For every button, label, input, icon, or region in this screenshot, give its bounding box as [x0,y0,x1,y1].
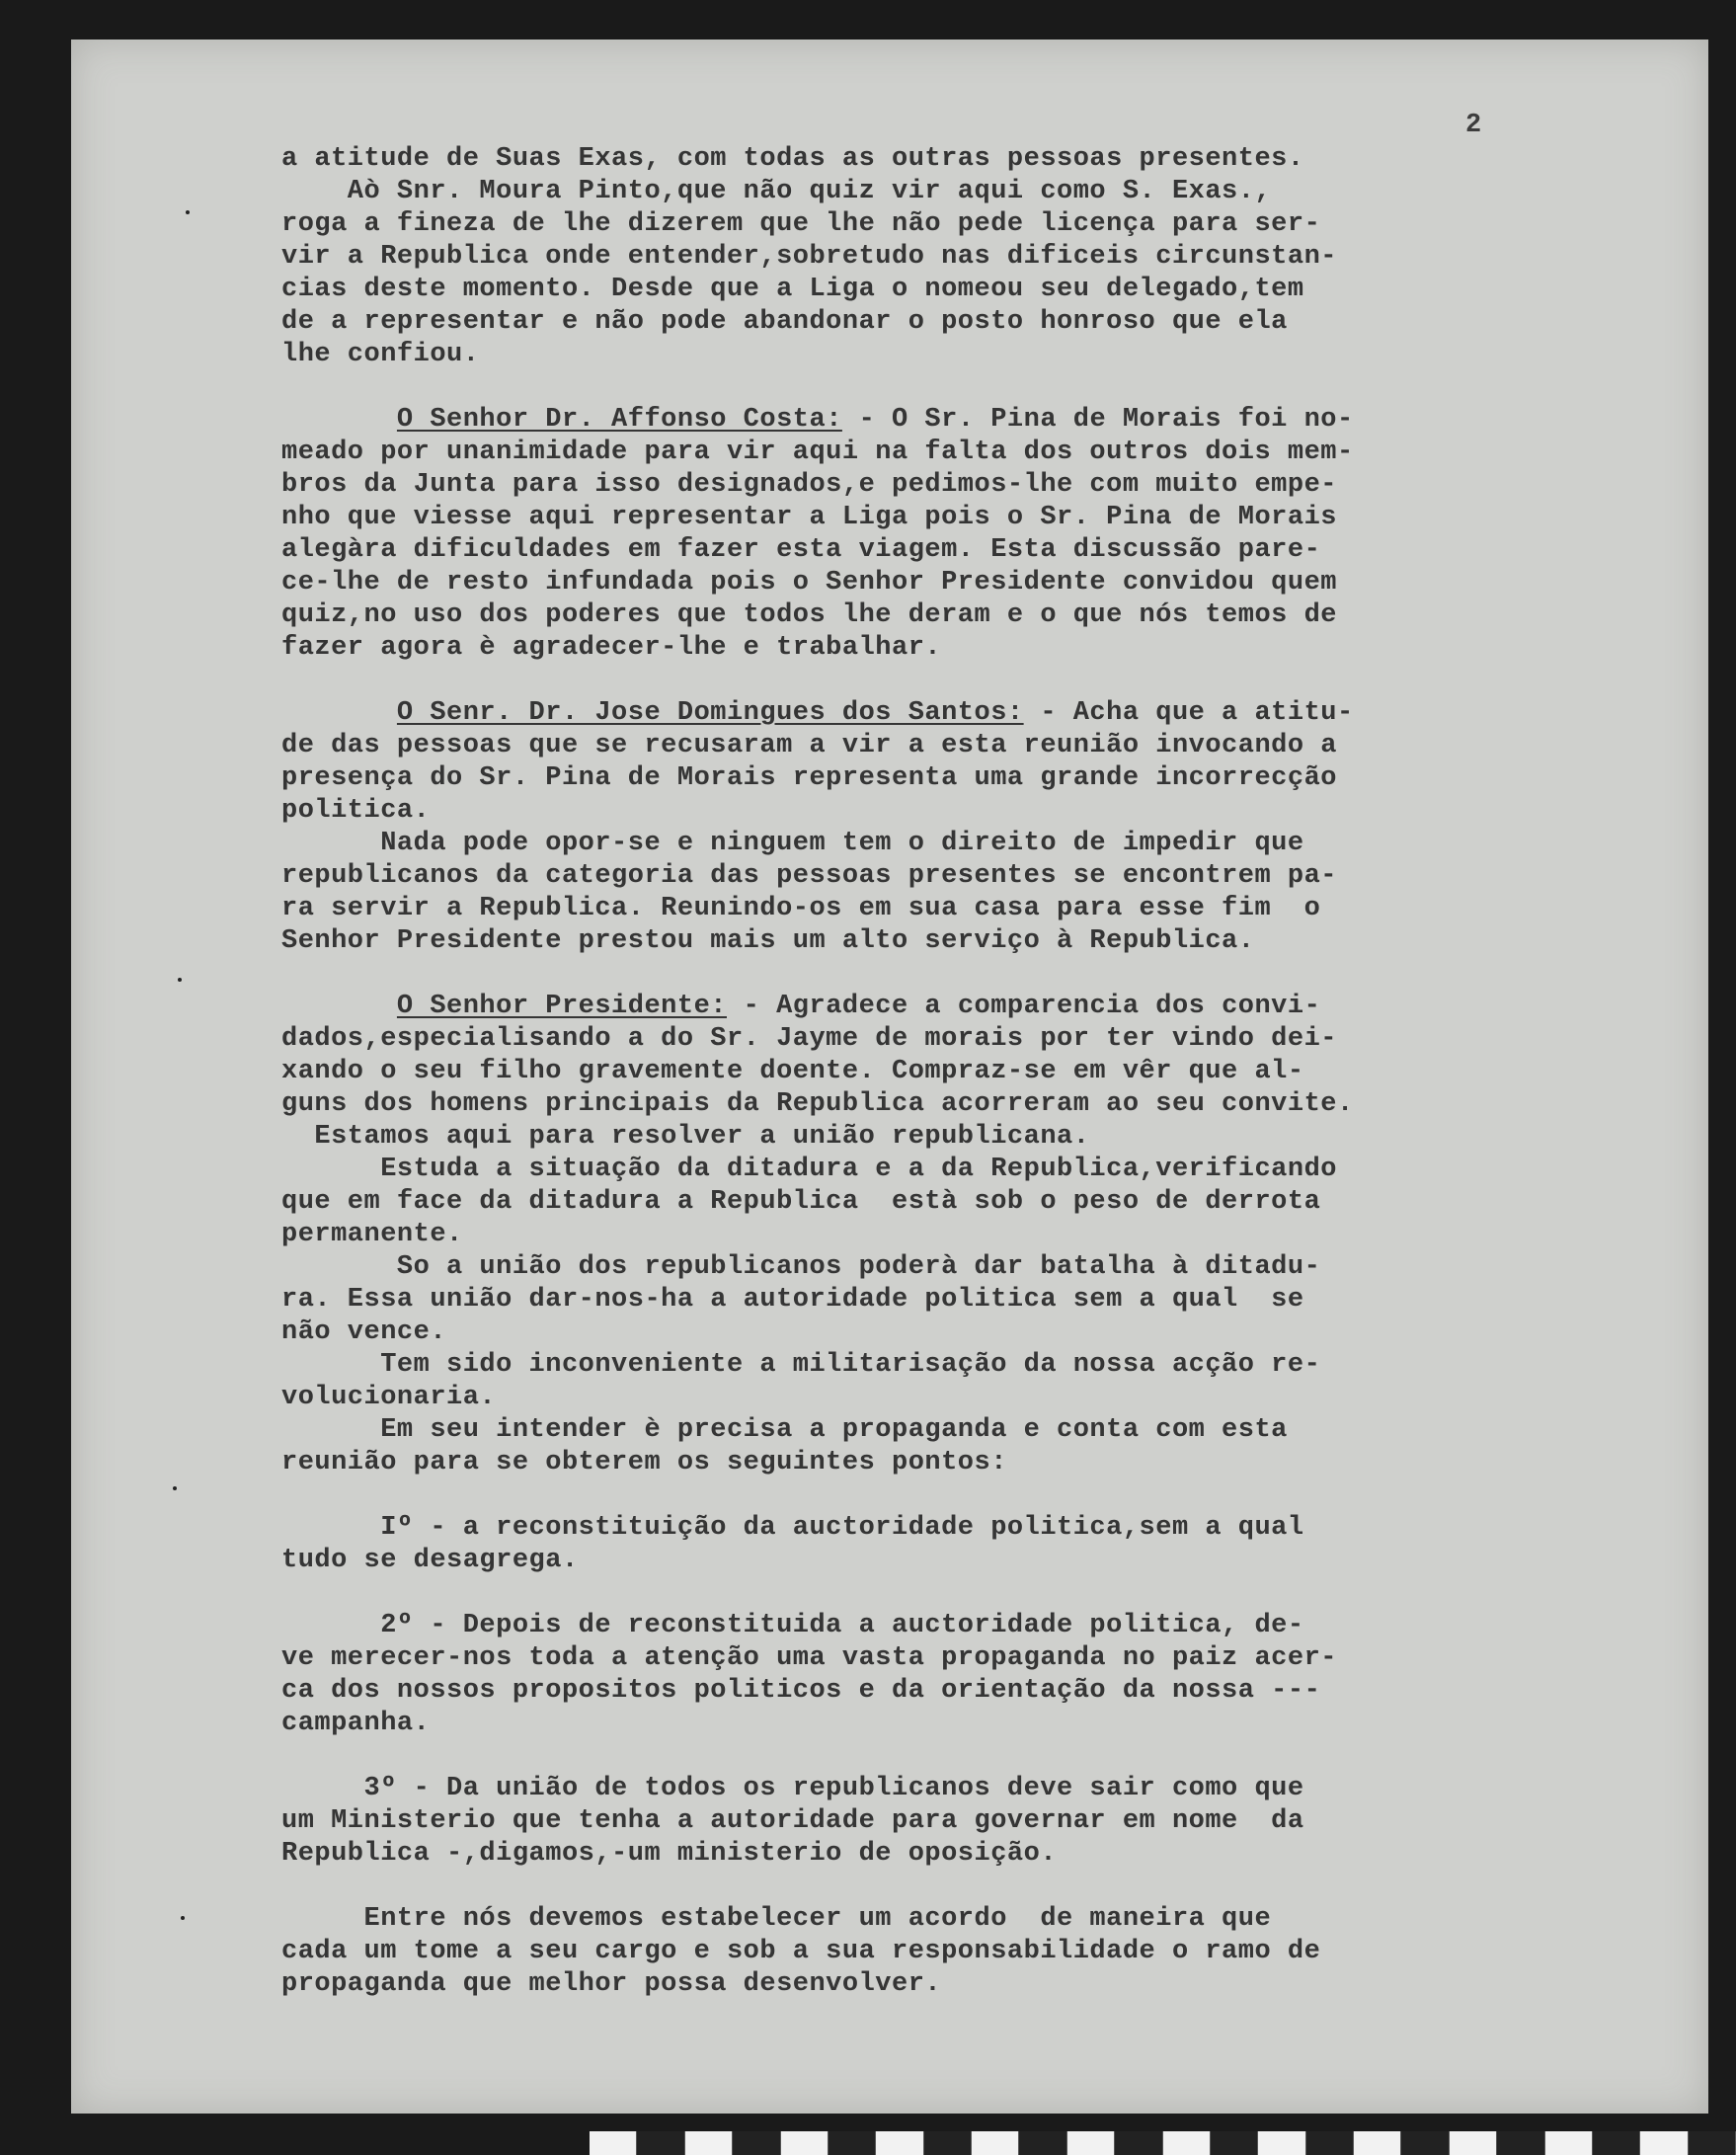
paragraph-block [281,1773,1624,1871]
line-text: permanente. [281,1220,463,1249]
line-text: propaganda que melhor possa desenvolver. [281,1969,942,1999]
line-text: de das pessoas que se recusaram a vir a esta reunião invocando a [281,731,1337,760]
line-text: republicanos da categoria das pessoas presentes se encontrem pa- [281,861,1337,891]
line-text: tudo se desagrega. [281,1546,579,1575]
text-line [281,1219,1624,1251]
text-line [281,893,1624,925]
line-text: cias deste momento. Desde que a Liga o nomeou seu delegado,tem [281,275,1304,304]
line-text: - O Sr. Pina de Morais foi no- [841,405,1354,435]
text-line [281,1610,1624,1642]
text-line [281,1382,1624,1414]
line-text: nho que viesse aqui representar a Liga pois o Sr. Pina de Morais [281,503,1337,532]
line-text: Entre nós devemos estabelecer um acordo de maneira que [281,1904,1272,1934]
paragraph-gap [281,371,1624,404]
line-text: Em seu intender è precisa a propaganda e conta com esta [281,1415,1288,1445]
line-text: quiz,no uso dos poderes que todos lhe deram e o que nós temos de [281,600,1337,630]
text-line [281,1512,1624,1545]
text-line [281,502,1624,534]
line-text: ra servir a Republica. Reunindo-os em sua casa para esse fim o [281,894,1321,923]
line-text: 3º - Da união de todos os republicanos deve sair como que [281,1774,1304,1803]
line-text: cada um tome a seu cargo e sob a sua responsabilidade o ramo de [281,1937,1321,1966]
line-text: - Acha que a atitu- [1023,698,1354,728]
line-text: So a união dos republicanos poderà dar batalha à ditadu- [281,1252,1321,1282]
text-line [281,1642,1624,1675]
page-number: 2 [1465,111,1482,140]
line-text: dados,especialisando a do Sr. Jayme de morais por ter vindo dei- [281,1024,1337,1054]
text-line [281,730,1624,762]
paragraph-block [281,991,1624,1479]
paragraph-gap [281,1871,1624,1903]
text-line [281,404,1624,437]
line-text: Estamos aqui para resolver a união republicana. [281,1122,1090,1152]
line-text: Senhor Presidente prestou mais um alto serviço à Republica. [281,926,1255,956]
paragraph-gap [281,1577,1624,1610]
line-text: ce-lhe de resto infundada pois o Senhor Presidente convidou quem [281,568,1337,598]
line-text: vir a Republica onde entender,sobretudo nas dificeis circunstan- [281,242,1337,272]
line-text: reunião para se obterem os seguintes pontos: [281,1448,1007,1477]
text-line [281,567,1624,599]
speaker-indent [281,698,397,728]
speaker-indent [281,992,397,1021]
line-text: Aò Snr. Moura Pinto,que não quiz vir aqui como S. Exas., [281,177,1272,206]
line-text: lhe confiou. [281,340,480,369]
paragraph-gap [281,1740,1624,1773]
text-line [281,1121,1624,1154]
text-line [281,437,1624,469]
line-text: 2º - Depois de reconstituida a auctoridade politica, de- [281,1611,1304,1640]
line-text: xando o seu filho gravemente doente. Compraz-se em vêr que al- [281,1057,1304,1086]
line-text: não vence. [281,1317,447,1347]
text-line [281,762,1624,795]
text-line [281,534,1624,567]
speaker-name: O Senhor Presidente: [396,992,727,1021]
line-text: ra. Essa união dar-nos-ha a autoridade politica sem a qual se [281,1285,1304,1315]
paragraph-block [281,1512,1624,1577]
paragraph-gap [281,958,1624,991]
text-line [281,795,1624,828]
margin-mark [173,1486,177,1490]
paragraph-block [281,143,1624,371]
text-line [281,1936,1624,1968]
text-line [281,1023,1624,1056]
line-text: presença do Sr. Pina de Morais representa uma grande incorrecção [281,763,1337,793]
text-line [281,1284,1624,1317]
text-line [281,1251,1624,1284]
text-line [281,828,1624,860]
text-line [281,339,1624,371]
margin-mark [178,978,182,982]
scale-ruler [590,2131,1736,2155]
text-line [281,991,1624,1023]
text-line [281,306,1624,339]
text-line [281,1414,1624,1447]
paragraph-gap [281,665,1624,697]
text-line [281,274,1624,306]
line-text: de a representar e não pode abandonar o posto honroso que ela [281,307,1288,337]
paragraph-block [281,404,1624,665]
line-text: que em face da ditadura a Republica està sob o peso de derrota [281,1187,1321,1217]
text-line [281,143,1624,176]
line-text: ca dos nossos propositos politicos e da orientação da nossa --- [281,1676,1321,1706]
text-line [281,1154,1624,1186]
text-line [281,1773,1624,1805]
paragraph-block [281,1903,1624,2001]
line-text: ve merecer-nos toda a atenção uma vasta propaganda no paiz acer- [281,1643,1337,1673]
text-line [281,241,1624,274]
text-line [281,1903,1624,1936]
line-text: roga a fineza de lhe dizerem que lhe não pede licença para ser- [281,209,1321,239]
paragraph-block [281,1610,1624,1740]
text-line [281,1838,1624,1871]
line-text: Iº - a reconstituição da auctoridade politica,sem a qual [281,1513,1304,1543]
text-line [281,1186,1624,1219]
margin-mark [181,1916,185,1920]
margin-mark [186,210,190,214]
text-line [281,1317,1624,1349]
text-line [281,599,1624,632]
text-line [281,1349,1624,1382]
text-line [281,208,1624,241]
text-line [281,1675,1624,1708]
text-line [281,1447,1624,1479]
text-line [281,860,1624,893]
speaker-name: O Senr. Dr. Jose Domingues dos Santos: [396,698,1024,728]
text-line [281,176,1624,208]
text-line [281,697,1624,730]
text-line [281,1545,1624,1577]
line-text: Nada pode opor-se e ninguem tem o direito de impedir que [281,829,1304,858]
line-text: Tem sido inconveniente a militarisação da nossa acção re- [281,1350,1321,1380]
line-text: guns dos homens principais da Republica acorreram ao seu convite. [281,1089,1354,1119]
paragraph-block [281,697,1624,958]
text-line [281,1708,1624,1740]
paragraph-gap [281,1479,1624,1512]
line-text: Republica -,digamos,-um ministerio de oposição. [281,1839,1058,1869]
text-line [281,925,1624,958]
text-line [281,632,1624,665]
text-line [281,1805,1624,1838]
line-text: campanha. [281,1709,431,1738]
text-line [281,1088,1624,1121]
document-body [281,143,1624,2001]
line-text: um Ministerio que tenha a autoridade para governar em nome da [281,1806,1304,1836]
line-text: politica. [281,796,431,826]
text-line [281,1968,1624,2001]
line-text: Estuda a situação da ditadura e a da Republica,verificando [281,1155,1337,1184]
text-line [281,469,1624,502]
speaker-name: O Senhor Dr. Affonso Costa: [396,405,842,435]
line-text: fazer agora è agradecer-lhe e trabalhar. [281,633,942,663]
text-line [281,1056,1624,1088]
line-text: a atitude de Suas Exas, com todas as outras pessoas presentes. [281,144,1304,174]
line-text: meado por unanimidade para vir aqui na falta dos outros dois mem- [281,438,1354,467]
speaker-indent [281,405,397,435]
line-text: alegàra dificuldades em fazer esta viagem. Esta discussão pare- [281,535,1321,565]
line-text: - Agradece a comparencia dos convi- [726,992,1321,1021]
line-text: volucionaria. [281,1383,497,1412]
line-text: bros da Junta para isso designados,e pedimos-lhe com muito empe- [281,470,1337,500]
